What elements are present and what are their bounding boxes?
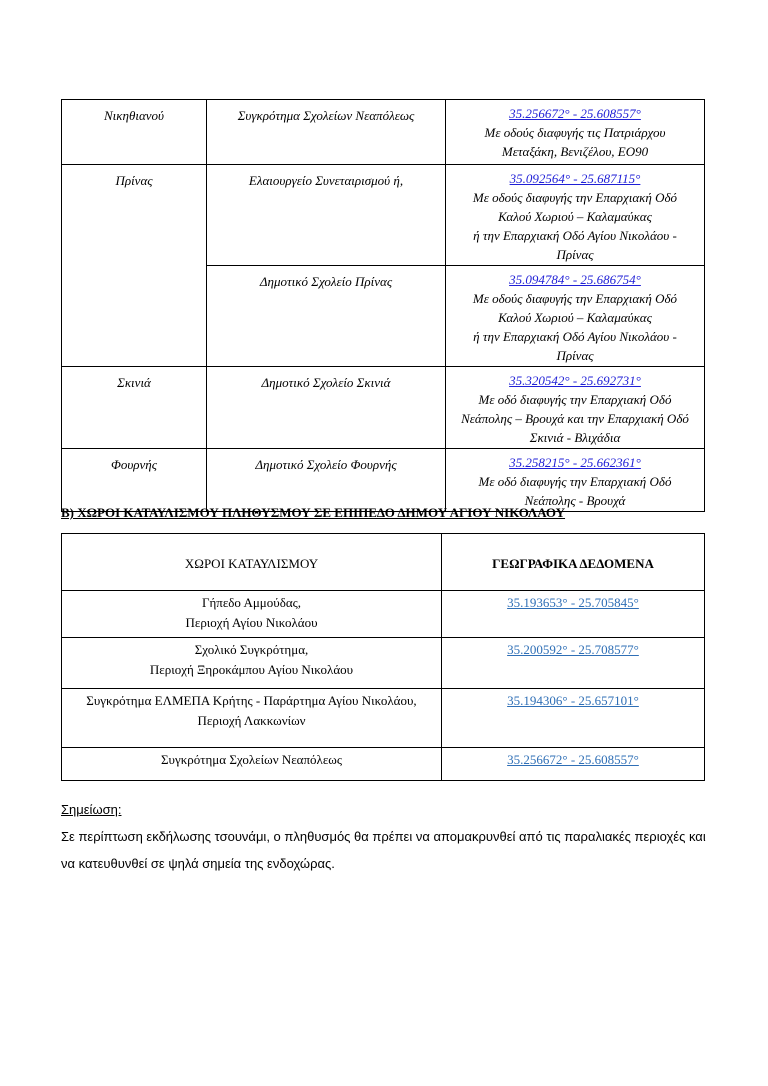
escape-route-line: Μεταξάκη, Βενιζέλου, ΕΟ90 (501, 144, 649, 159)
escape-route-line: ή την Επαρχιακή Οδό Αγίου Νικολάου - (473, 228, 677, 243)
note-section (61, 796, 711, 877)
coordinates-link[interactable]: 35.092564° - 25.687115° (509, 171, 641, 186)
coords-cell (446, 266, 705, 367)
coordinates-link[interactable]: 35.200592° - 25.708577° (507, 642, 639, 657)
coordinates-link[interactable]: 35.320542° - 25.692731° (509, 373, 641, 388)
village-cell (62, 165, 207, 367)
escape-route-line: Νεάπολης - Βρουχά (524, 493, 626, 508)
coordinates-link[interactable]: 35.094784° - 25.686754° (509, 272, 641, 287)
settlement-areas-table (61, 533, 705, 781)
escape-route-line: Καλού Χωριού – Καλαμαύκας (498, 209, 652, 224)
coordinates-link[interactable]: 35.256672° - 25.608557° (507, 752, 639, 767)
coords-cell (446, 100, 705, 165)
coordinates-link[interactable]: 35.256672° - 25.608557° (509, 106, 641, 121)
table-row (62, 689, 705, 748)
village-cell (62, 449, 207, 512)
coordinates-link[interactable]: 35.258215° - 25.662361° (509, 455, 641, 470)
coords-cell (442, 689, 705, 748)
escape-route-line: Με οδούς διαφυγής την Επαρχιακή Οδό (472, 291, 678, 306)
place-cell (207, 266, 446, 367)
escape-route-line: Με οδούς διαφυγής την Επαρχιακή Οδό (472, 190, 678, 205)
coords-cell (442, 748, 705, 781)
table-row (62, 748, 705, 781)
place-name: Δημοτικό Σχολείο Σκινιά (261, 375, 391, 390)
place-line: Συγκρότημα Σχολείων Νεαπόλεως (160, 752, 343, 767)
table-header-row (62, 534, 705, 591)
place-line: Περιοχή Αγίου Νικολάου (185, 615, 318, 630)
escape-route-line: Πρίνας (556, 348, 594, 363)
village-cell (62, 100, 207, 165)
table-row (62, 449, 705, 512)
coords-cell (442, 591, 705, 638)
note-title: Σημείωση: (61, 802, 122, 817)
table-row (62, 165, 705, 266)
place-cell (62, 689, 442, 748)
escape-route-line: Νεάπολης – Βρουχά και την Επαρχιακή Οδό (461, 411, 689, 426)
place-name: Δημοτικό Σχολείο Φουρνής (255, 457, 397, 472)
place-cell (62, 638, 442, 689)
table-row (62, 100, 705, 165)
column-header-coordinates: ΓΕΩΓΡΑΦΙΚΑ ΔΕΔΟΜΕΝΑ (442, 534, 705, 591)
place-name: Ελαιουργείο Συνεταιρισμού ή, (248, 173, 404, 188)
coordinates-link[interactable]: 35.193653° - 25.705845° (507, 595, 639, 610)
coords-cell (446, 165, 705, 266)
column-header-places: ΧΩΡΟΙ ΚΑΤΑΥΛΙΣΜΟΥ (62, 534, 442, 591)
place-line: Περιοχή Λακκωνίων (197, 713, 306, 728)
place-name: Δημοτικό Σχολείο Πρίνας (259, 274, 393, 289)
place-line: Γήπεδο Αμμούδας, (201, 595, 302, 610)
place-cell (207, 449, 446, 512)
village-name: Νικηθιανού (103, 108, 165, 123)
escape-route-line: Με οδό διαφυγής την Επαρχιακή Οδό (478, 474, 672, 489)
village-name: Σκινιά (117, 375, 151, 390)
escape-route-line: Με οδούς διαφυγής τις Πατριάρχου (484, 125, 666, 140)
coords-cell (442, 638, 705, 689)
place-cell (62, 591, 442, 638)
coords-cell (446, 449, 705, 512)
table-row (62, 638, 705, 689)
escape-route-line: Πρίνας (556, 247, 594, 262)
place-name: Συγκρότημα Σχολείων Νεαπόλεως (237, 108, 415, 123)
place-line: Περιοχή Ξηροκάμπου Αγίου Νικολάου (149, 662, 354, 677)
village-name: Πρίνας (115, 173, 153, 188)
coords-cell (446, 367, 705, 449)
shelters-by-village-table (61, 99, 705, 512)
escape-route-line: Με οδό διαφυγής την Επαρχιακή Οδό (478, 392, 672, 407)
village-cell (62, 367, 207, 449)
table-row (62, 367, 705, 449)
note-line: να κατευθυνθεί σε ψηλά σημεία της ενδοχώρας. (61, 856, 335, 871)
place-cell (207, 100, 446, 165)
section-b-heading: Β) ΧΩΡΟΙ ΚΑΤΑΥΛΙΣΜΟΥ ΠΛΗΘΥΣΜΟΥ ΣΕ ΕΠΙΠΕΔΟ ΔΗΜΟΥ ΑΓΙΟΥ ΝΙΚΟΛΑΟΥ (61, 505, 566, 520)
escape-route-line: ή την Επαρχιακή Οδό Αγίου Νικολάου - (473, 329, 677, 344)
escape-route-line: Σκινιά - Βλιχάδια (529, 430, 621, 445)
place-cell (62, 748, 442, 781)
table-row (62, 591, 705, 638)
note-line: Σε περίπτωση εκδήλωσης τσουνάμι, ο πληθυσμός θα πρέπει να απομακρυνθεί από τις παραλιακές περιοχές και (61, 829, 706, 844)
escape-route-line: Καλού Χωριού – Καλαμαύκας (498, 310, 652, 325)
place-cell (207, 165, 446, 266)
village-name: Φουρνής (110, 457, 158, 472)
place-cell (207, 367, 446, 449)
coordinates-link[interactable]: 35.194306° - 25.657101° (507, 693, 639, 708)
place-line: Σχολικό Συγκρότημα, (194, 642, 309, 657)
place-line: Συγκρότημα ΕΛΜΕΠΑ Κρήτης - Παράρτημα Αγίου Νικολάου, (86, 693, 417, 708)
